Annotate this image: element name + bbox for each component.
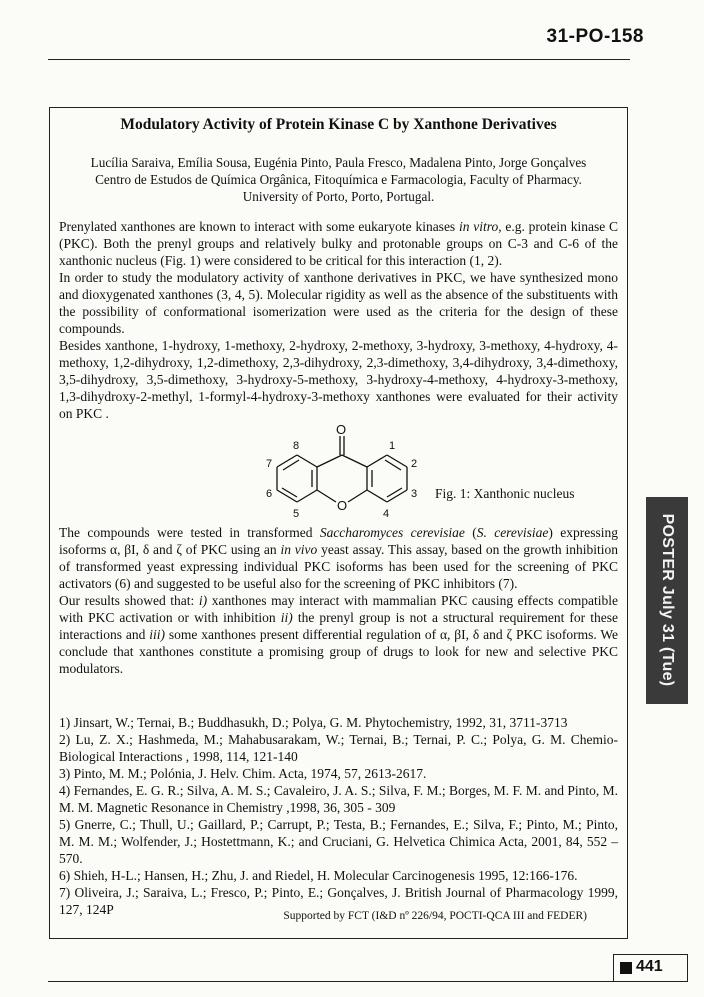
poster-date-label: POSTER July 31 (Tue) — [659, 513, 676, 687]
paragraph-4: The compounds were tested in transformed Saccharomyces cerevisiae (S. cerevisiae) expressing isoforms α, βI, δ and ζ of PKC using an in vivo yeast assay. This assay, based on the growth inhibition of transformed yeast expressing individual PKC isoforms has been used for the screening of PKC activators (6) and suggested to be useful also for the screening of PKC inhibitors (7). — [59, 525, 619, 591]
abstract-code: 31-PO-158 — [546, 26, 644, 47]
page-number: 441 — [636, 958, 663, 975]
position-label-8: 8 — [293, 440, 300, 452]
reference-item: 7) Oliveira, J.; Saraiva, L.; Fresco, P.; Pinto, E.; Gonçalves, J. British Journal of Pharmacology 1999, 127, 124P — [59, 885, 618, 917]
xanthone-structure-figure — [265, 424, 425, 522]
position-label-7: 7 — [266, 458, 273, 470]
poster-date-tab — [646, 497, 688, 704]
position-label-3: 3 — [411, 488, 418, 500]
body-text-lower — [59, 524, 618, 677]
position-label-6: 6 — [266, 488, 273, 500]
figure-caption: Fig. 1: Xanthonic nucleus — [435, 486, 575, 501]
bottom-rule — [48, 981, 613, 982]
ring-oxygen-label: O — [337, 498, 348, 513]
abstract-title: Modulatory Activity of Protein Kinase C by Xanthone Derivatives — [120, 116, 557, 133]
reference-item: 5) Gnerre, C.; Thull, U.; Gaillard, P.; Carrupt, P.; Testa, B.; Fernandes, E.; Silva, F.; Pinto, M.; Pinto, M. M. M.; Wolfender, J.; Hostettmann, K.; and Cruciani, G. Helvetica Chimica Acta, 2001, 84, 552 – 570. — [59, 817, 618, 866]
body-text-upper — [59, 218, 618, 422]
paragraph-1: Prenylated xanthones are known to interact with some eukaryote kinases in vitro, e.g. protein kinase C (PKC). Both the prenyl groups and relatively bulky and protonable groups on C-3 and C-6 of the xanthonic nucleus (Fig. 1) were considered to be critical for this interaction (1, 2). — [59, 219, 618, 268]
position-label-2: 2 — [411, 458, 418, 470]
position-label-4: 4 — [383, 508, 390, 520]
page-number-box — [613, 954, 688, 982]
paragraph-3: Besides xanthone, 1-hydroxy, 1-methoxy, 2-hydroxy, 2-methoxy, 3-hydroxy, 3-methoxy, 4-hydroxy, 4-methoxy, 1,2-dihydroxy, 1,2-dimethoxy, 2,3-dihydroxy, 2,3-dimethoxy, 3,4-dihydroxy, 3,4-dimethoxy, 3,5-dihydroxy, 3,5-dimethoxy, 3-hydroxy-5-methoxy, 3-hydroxy-4-methoxy, 4-hydroxy-3-methoxy, 1,3-dihydroxy-2-methyl, 1-formyl-4-hydroxy-3-methoxy xanthones were evaluated for their activity on PKC . — [59, 338, 618, 421]
funding-note: Supported by FCT (I&D nº 226/94, POCTI-QCA III and FEDER) — [283, 910, 587, 922]
reference-item: 2) Lu, Z. X.; Hashmeda, M.; Mahabusarakam, W.; Ternai, B.; Ternai, P. C.; Polya, G. M. Chemio-Biological Interactions , 1998, 114, 121-140 — [59, 732, 618, 764]
reference-item: 6) Shieh, H-L.; Hansen, H.; Zhu, J. and Riedel, H. Molecular Carcinogenesis 1995, 12:166-176. — [59, 868, 578, 883]
reference-list — [59, 714, 618, 918]
author-block — [58, 154, 619, 205]
affiliation-line-1: Centro de Estudos de Química Orgânica, Fitoquímica e Farmacologia, Faculty of Pharmacy. — [95, 172, 582, 187]
carbonyl-oxygen-label: O — [336, 424, 347, 437]
reference-item: 3) Pinto, M. M.; Polónia, J. Helv. Chim. Acta, 1974, 57, 2613-2617. — [59, 766, 427, 781]
paragraph-2: In order to study the modulatory activity of xanthone derivatives in PKC, we have synthesized mono and dioxygenated xanthones (3, 4, 5). Molecular rigidity as well as the absence of the substituents with the possibility of conformational isomerization were used as the criteria for the design of these compounds. — [59, 270, 618, 336]
position-label-1: 1 — [389, 440, 396, 452]
reference-item: 1) Jinsart, W.; Ternai, B.; Buddhasukh, D.; Polya, G. M. Phytochemistry, 1992, 31, 3711-3713 — [59, 715, 568, 730]
author-names: Lucília Saraiva, Emília Sousa, Eugénia Pinto, Paula Fresco, Madalena Pinto, Jorge Gonçalves — [90, 155, 587, 170]
top-rule — [48, 59, 630, 60]
abstract-box — [49, 107, 628, 939]
reference-item: 4) Fernandes, E. G. R.; Silva, A. M. S.; Cavaleiro, J. A. S.; Silva, F. M.; Borges, M. F. M. and Pinto, M. M. M. Magnetic Resonance in Chemistry ,1998, 36, 305 - 309 — [59, 783, 618, 815]
page-marker-square-icon — [620, 962, 632, 974]
position-label-5: 5 — [293, 508, 300, 520]
affiliation-line-2: University of Porto, Porto, Portugal. — [242, 189, 435, 204]
paragraph-5: Our results showed that: i) xanthones may interact with mammalian PKC causing effects compatible with PKC activation or with inhibition ii) the prenyl group is not a structural requirement for these interactions and iii) some xanthones present differential regulation of α, βI, δ and ζ PKC isoforms. We conclude that xanthones constitute a promising group of drugs to look for new and selective PKC modulators. — [59, 593, 618, 676]
